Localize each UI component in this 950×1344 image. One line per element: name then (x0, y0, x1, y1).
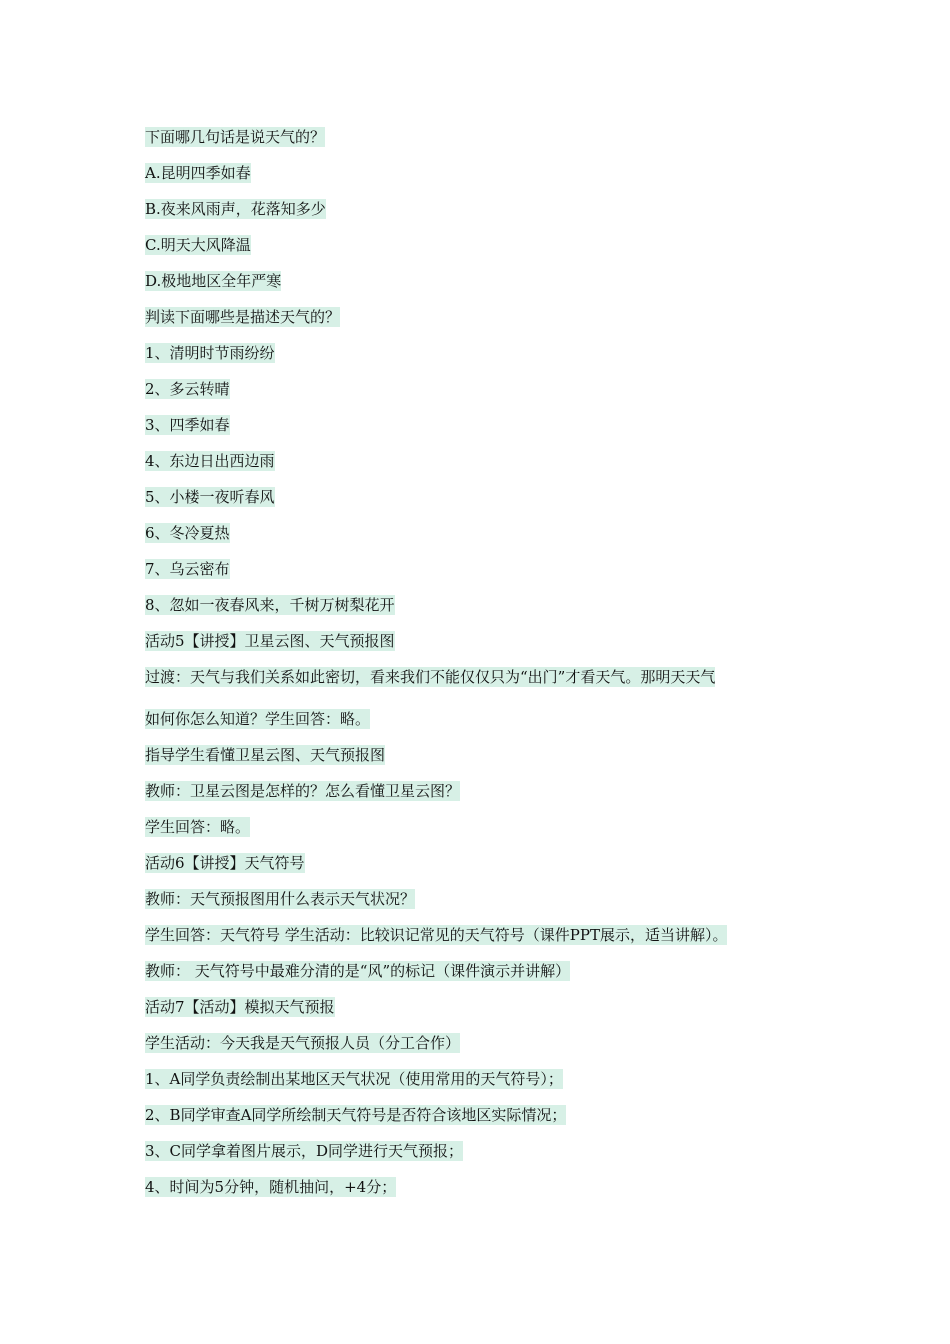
option-c (145, 234, 825, 270)
line-text: 活动5【讲授】卫星云图、天气预报图 (145, 632, 395, 650)
list-item (145, 414, 825, 450)
option-b (145, 198, 825, 234)
line-text: 1、清明时节雨纷纷 (145, 344, 275, 362)
line-text: 6、冬冷夏热 (145, 524, 230, 542)
student-activity-line (145, 1032, 825, 1068)
list-item (145, 486, 825, 522)
line-text: 学生活动：今天我是天气预报人员（分工合作） (145, 1034, 461, 1052)
option-d (145, 270, 825, 306)
list-item (145, 450, 825, 486)
line-text: 活动6【讲授】天气符号 (145, 854, 305, 872)
transition-paragraph-line-1 (145, 666, 825, 708)
line-text: 指导学生看懂卫星云图、天气预报图 (145, 746, 386, 764)
teacher-line (145, 960, 825, 996)
line-text: 判读下面哪些是描述天气的？ (145, 308, 341, 326)
activity-6-heading (145, 852, 825, 888)
teacher-line (145, 780, 825, 816)
line-text: A.昆明四季如春 (145, 164, 251, 182)
list-item (145, 558, 825, 594)
line-text: 教师： 天气符号中最难分清的是“风”的标记（课件演示并讲解） (145, 962, 571, 980)
question-heading-1 (145, 126, 825, 162)
line-text: 2、B同学审查A同学所绘制天气符号是否符合该地区实际情况； (145, 1106, 567, 1124)
list-item (145, 1176, 825, 1212)
document-body (145, 126, 825, 1212)
list-item (145, 1068, 825, 1104)
line-text: D.极地地区全年严寒 (145, 272, 282, 290)
line-text: 8、忽如一夜春风来，千树万树梨花开 (145, 596, 395, 614)
line-text: 4、东边日出西边雨 (145, 452, 275, 470)
option-a (145, 162, 825, 198)
line-text: 2、多云转晴 (145, 380, 230, 398)
line-text: 活动7【活动】模拟天气预报 (145, 998, 335, 1016)
list-item (145, 342, 825, 378)
line-text: 过渡：天气与我们关系如此密切，看来我们不能仅仅只为“出门”才看天气。那明天天气 (145, 668, 716, 686)
student-answer-line (145, 924, 825, 960)
line-text: B.夜来风雨声，花落知多少 (145, 200, 326, 218)
line-text: 4、时间为5分钟，随机抽问，+4分； (145, 1178, 397, 1196)
list-item (145, 1140, 825, 1176)
line-text: C.明天大风降温 (145, 236, 251, 254)
line-text: 学生回答：略。 (145, 818, 251, 836)
line-text: 3、四季如春 (145, 416, 230, 434)
line-text: 下面哪几句话是说天气的？ (145, 128, 326, 146)
question-heading-2 (145, 306, 825, 342)
list-item (145, 1104, 825, 1140)
transition-paragraph-line-2 (145, 708, 825, 744)
line-text: 教师：卫星云图是怎样的？怎么看懂卫星云图？ (145, 782, 461, 800)
list-item (145, 522, 825, 558)
line-text: 教师：天气预报图用什么表示天气状况？ (145, 890, 416, 908)
line-text: 5、小楼一夜听春风 (145, 488, 275, 506)
teacher-line (145, 888, 825, 924)
line-text: 如何你怎么知道？学生回答：略。 (145, 710, 371, 728)
guidance-line (145, 744, 825, 780)
line-text: 3、C同学拿着图片展示，D同学进行天气预报； (145, 1142, 464, 1160)
line-text: 1、A同学负责绘制出某地区天气状况（使用常用的天气符号）； (145, 1070, 563, 1088)
list-item (145, 594, 825, 630)
student-answer-line (145, 816, 825, 852)
line-text: 7、乌云密布 (145, 560, 230, 578)
activity-5-heading (145, 630, 825, 666)
activity-7-heading (145, 996, 825, 1032)
line-text: 学生回答：天气符号 学生活动：比较识记常见的天气符号（课件PPT展示，适当讲解）。 (145, 926, 728, 944)
list-item (145, 378, 825, 414)
